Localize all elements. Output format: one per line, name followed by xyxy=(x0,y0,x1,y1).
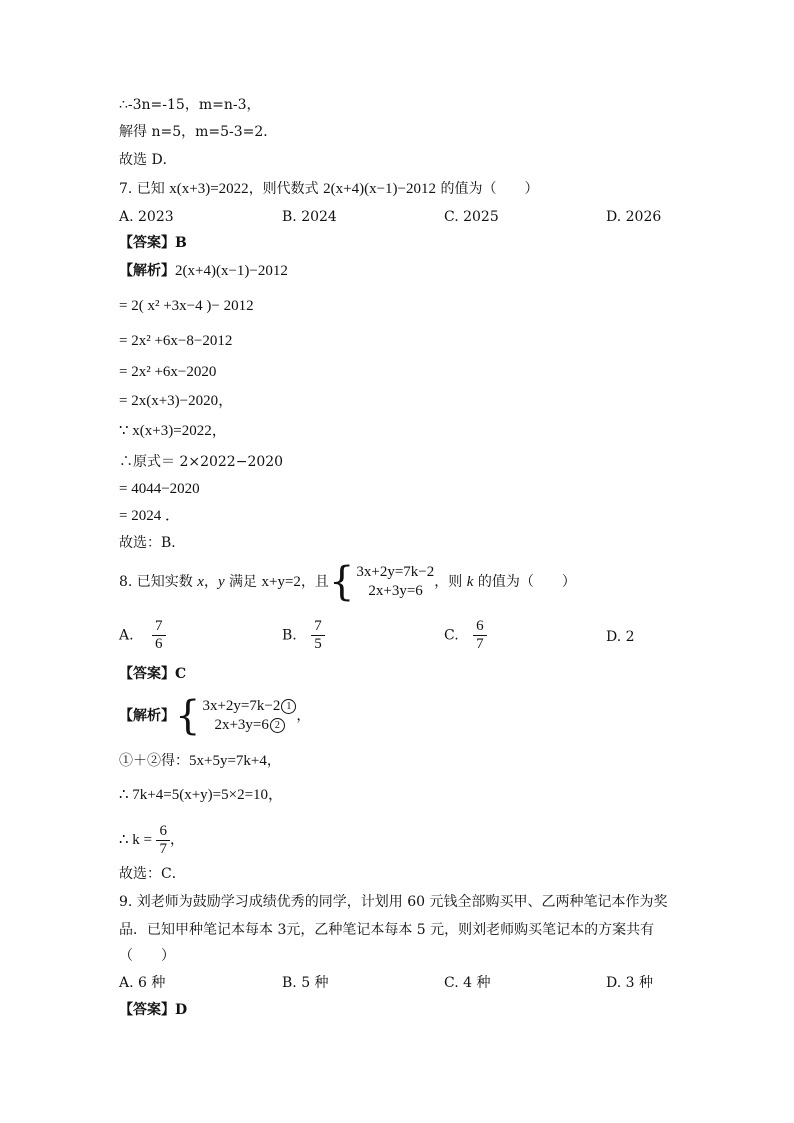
q8-asys-eq1: 3x+2y=7k−2 xyxy=(202,698,281,714)
q8-option-c-num: 6 xyxy=(473,618,487,636)
q8-option-b-label: B. xyxy=(282,627,297,644)
q8-stem-e: ，则 xyxy=(434,574,467,590)
q8-equation-system xyxy=(328,559,435,605)
q8-step-2: ∴ 7k+4=5(x+y)=5×2=10， xyxy=(119,787,284,803)
q7-analysis-line xyxy=(119,261,288,281)
q8-asys-eq2-row xyxy=(202,716,296,735)
q8-option-a-den: 6 xyxy=(155,636,163,652)
q8-asys-eq1-row xyxy=(202,697,296,716)
q9-stem-3: （ ） xyxy=(119,948,175,964)
q7-stem-math2: 2(x+4)(x−1)−2012 xyxy=(323,181,436,197)
q8-stem xyxy=(119,560,576,604)
q8-step-1-c: ， xyxy=(266,753,281,769)
q9-option-d: D. 3 种 xyxy=(606,975,653,991)
q8-option-a-num: 7 xyxy=(152,618,166,636)
q8-option-c-den: 7 xyxy=(476,636,484,652)
q8-option-a-label: A. xyxy=(119,627,134,644)
q8-option-c-label: C. xyxy=(444,627,459,644)
q8-asys-tail: ， xyxy=(296,708,311,724)
q8-asys-eq2: 2x+3y=6 xyxy=(214,717,269,733)
q8-option-c-fraction xyxy=(473,618,487,653)
q8-analysis-label: 【解析】 xyxy=(119,708,175,724)
circled-number-2-icon: 2 xyxy=(270,718,285,733)
q8-var-k: k xyxy=(466,574,474,590)
q8-step-1-a: ①＋②得： xyxy=(119,753,189,769)
q8-step-1 xyxy=(119,751,281,771)
q8-option-b-den: 5 xyxy=(314,636,322,652)
q8-option-b-num: 7 xyxy=(311,618,325,636)
prev-line-2: 解得 n=5，m=5-3=2． xyxy=(119,124,278,140)
q9-option-c: C. 4 种 xyxy=(444,975,491,991)
q7-option-d: D. 2026 xyxy=(606,209,662,225)
q9-stem-1: 9. 刘老师为鼓励学习成绩优秀的同学，计划用 60 元钱全部购买甲、乙两种笔记本作为奖 xyxy=(119,894,668,910)
prev-line-1: ∴-3n=-15，m=n-3， xyxy=(119,97,261,113)
q8-end: 故选：C． xyxy=(119,866,186,882)
q8-step-3-a: ∴ k = xyxy=(119,832,153,848)
q8-analysis-system xyxy=(175,693,296,739)
q8-option-a-fraction xyxy=(152,618,166,653)
prev-line-3: 故选 D． xyxy=(119,152,177,168)
q9-stem-2: 品．已知甲种笔记本每本 3元，乙种笔记本每本 5 元，则刘老师购买笔记本的方案共有 xyxy=(119,922,655,938)
q7-step-4: = 2x(x+3)−2020， xyxy=(119,393,234,409)
q9-answer: 【答案】D xyxy=(119,1002,188,1018)
q8-stem-c: 满足 xyxy=(224,574,262,590)
q7-analysis-label: 【解析】 xyxy=(119,263,175,279)
q7-step-5: ∵ x(x+3)=2022， xyxy=(119,423,227,439)
q8-sys-eq1: 3x+2y=7k−2 xyxy=(356,564,435,580)
q8-option-c xyxy=(444,618,487,653)
q7-step-6: ∴原式＝ 2×2022−2020 xyxy=(119,454,284,470)
q8-condition: x+y=2 xyxy=(261,574,301,590)
q8-stem-b: ， xyxy=(203,574,218,590)
q8-var-x: x xyxy=(197,574,204,590)
q7-step-7: = 4044−2020 xyxy=(119,481,200,497)
q7-step-3: = 2x² +6x−2020 xyxy=(119,364,217,380)
q7-stem-b: ，则代数式 xyxy=(248,181,324,197)
q7-step-1: = 2( x² +3x−4 )− 2012 xyxy=(119,298,254,314)
q7-option-a: A. 2023 xyxy=(119,209,174,225)
q8-step-3 xyxy=(119,820,184,860)
circled-number-1-icon: 1 xyxy=(281,699,296,714)
q8-step-1-b: 5x+5y=7k+4 xyxy=(189,753,267,769)
left-brace-icon: { xyxy=(328,559,355,605)
q8-var-y: y xyxy=(217,574,225,590)
q8-step-3-b: ， xyxy=(169,832,184,848)
q7-stem xyxy=(119,179,538,199)
q7-stem-c: 的值为（ ） xyxy=(436,181,539,197)
q7-option-b: B. 2024 xyxy=(282,209,337,225)
q8-option-b-fraction xyxy=(311,618,325,653)
q7-step-2: = 2x² +6x−8−2012 xyxy=(119,333,233,349)
q7-option-c: C. 2025 xyxy=(444,209,499,225)
q8-stem-a: 8. 已知实数 xyxy=(119,574,198,590)
q9-option-b: B. 5 种 xyxy=(282,975,329,991)
left-brace-icon: { xyxy=(175,693,201,739)
q8-option-d: D. 2 xyxy=(606,629,635,645)
q8-stem-f: 的值为（ ） xyxy=(473,574,576,590)
q9-option-a: A. 6 种 xyxy=(119,975,166,991)
q7-stem-a: 7. 已知 xyxy=(119,181,170,197)
q7-step-0: 2(x+4)(x−1)−2012 xyxy=(175,263,288,279)
q8-step-3-fraction xyxy=(156,823,170,858)
q8-option-a xyxy=(119,618,166,653)
q8-analysis-line xyxy=(119,694,310,738)
q8-sys-eq2: 2x+3y=6 xyxy=(368,583,423,599)
q8-answer: 【答案】C xyxy=(119,666,187,682)
q8-step-3-num: 6 xyxy=(156,823,170,841)
q8-step-3-den: 7 xyxy=(159,840,167,857)
q7-step-8: = 2024 ． xyxy=(119,508,180,524)
q7-stem-math1: x(x+3)=2022 xyxy=(169,181,249,197)
q8-option-b xyxy=(282,618,325,653)
q7-answer: 【答案】B xyxy=(119,235,187,251)
q7-step-9: 故选：B． xyxy=(119,535,186,551)
q8-stem-d: ，且 xyxy=(300,574,329,590)
